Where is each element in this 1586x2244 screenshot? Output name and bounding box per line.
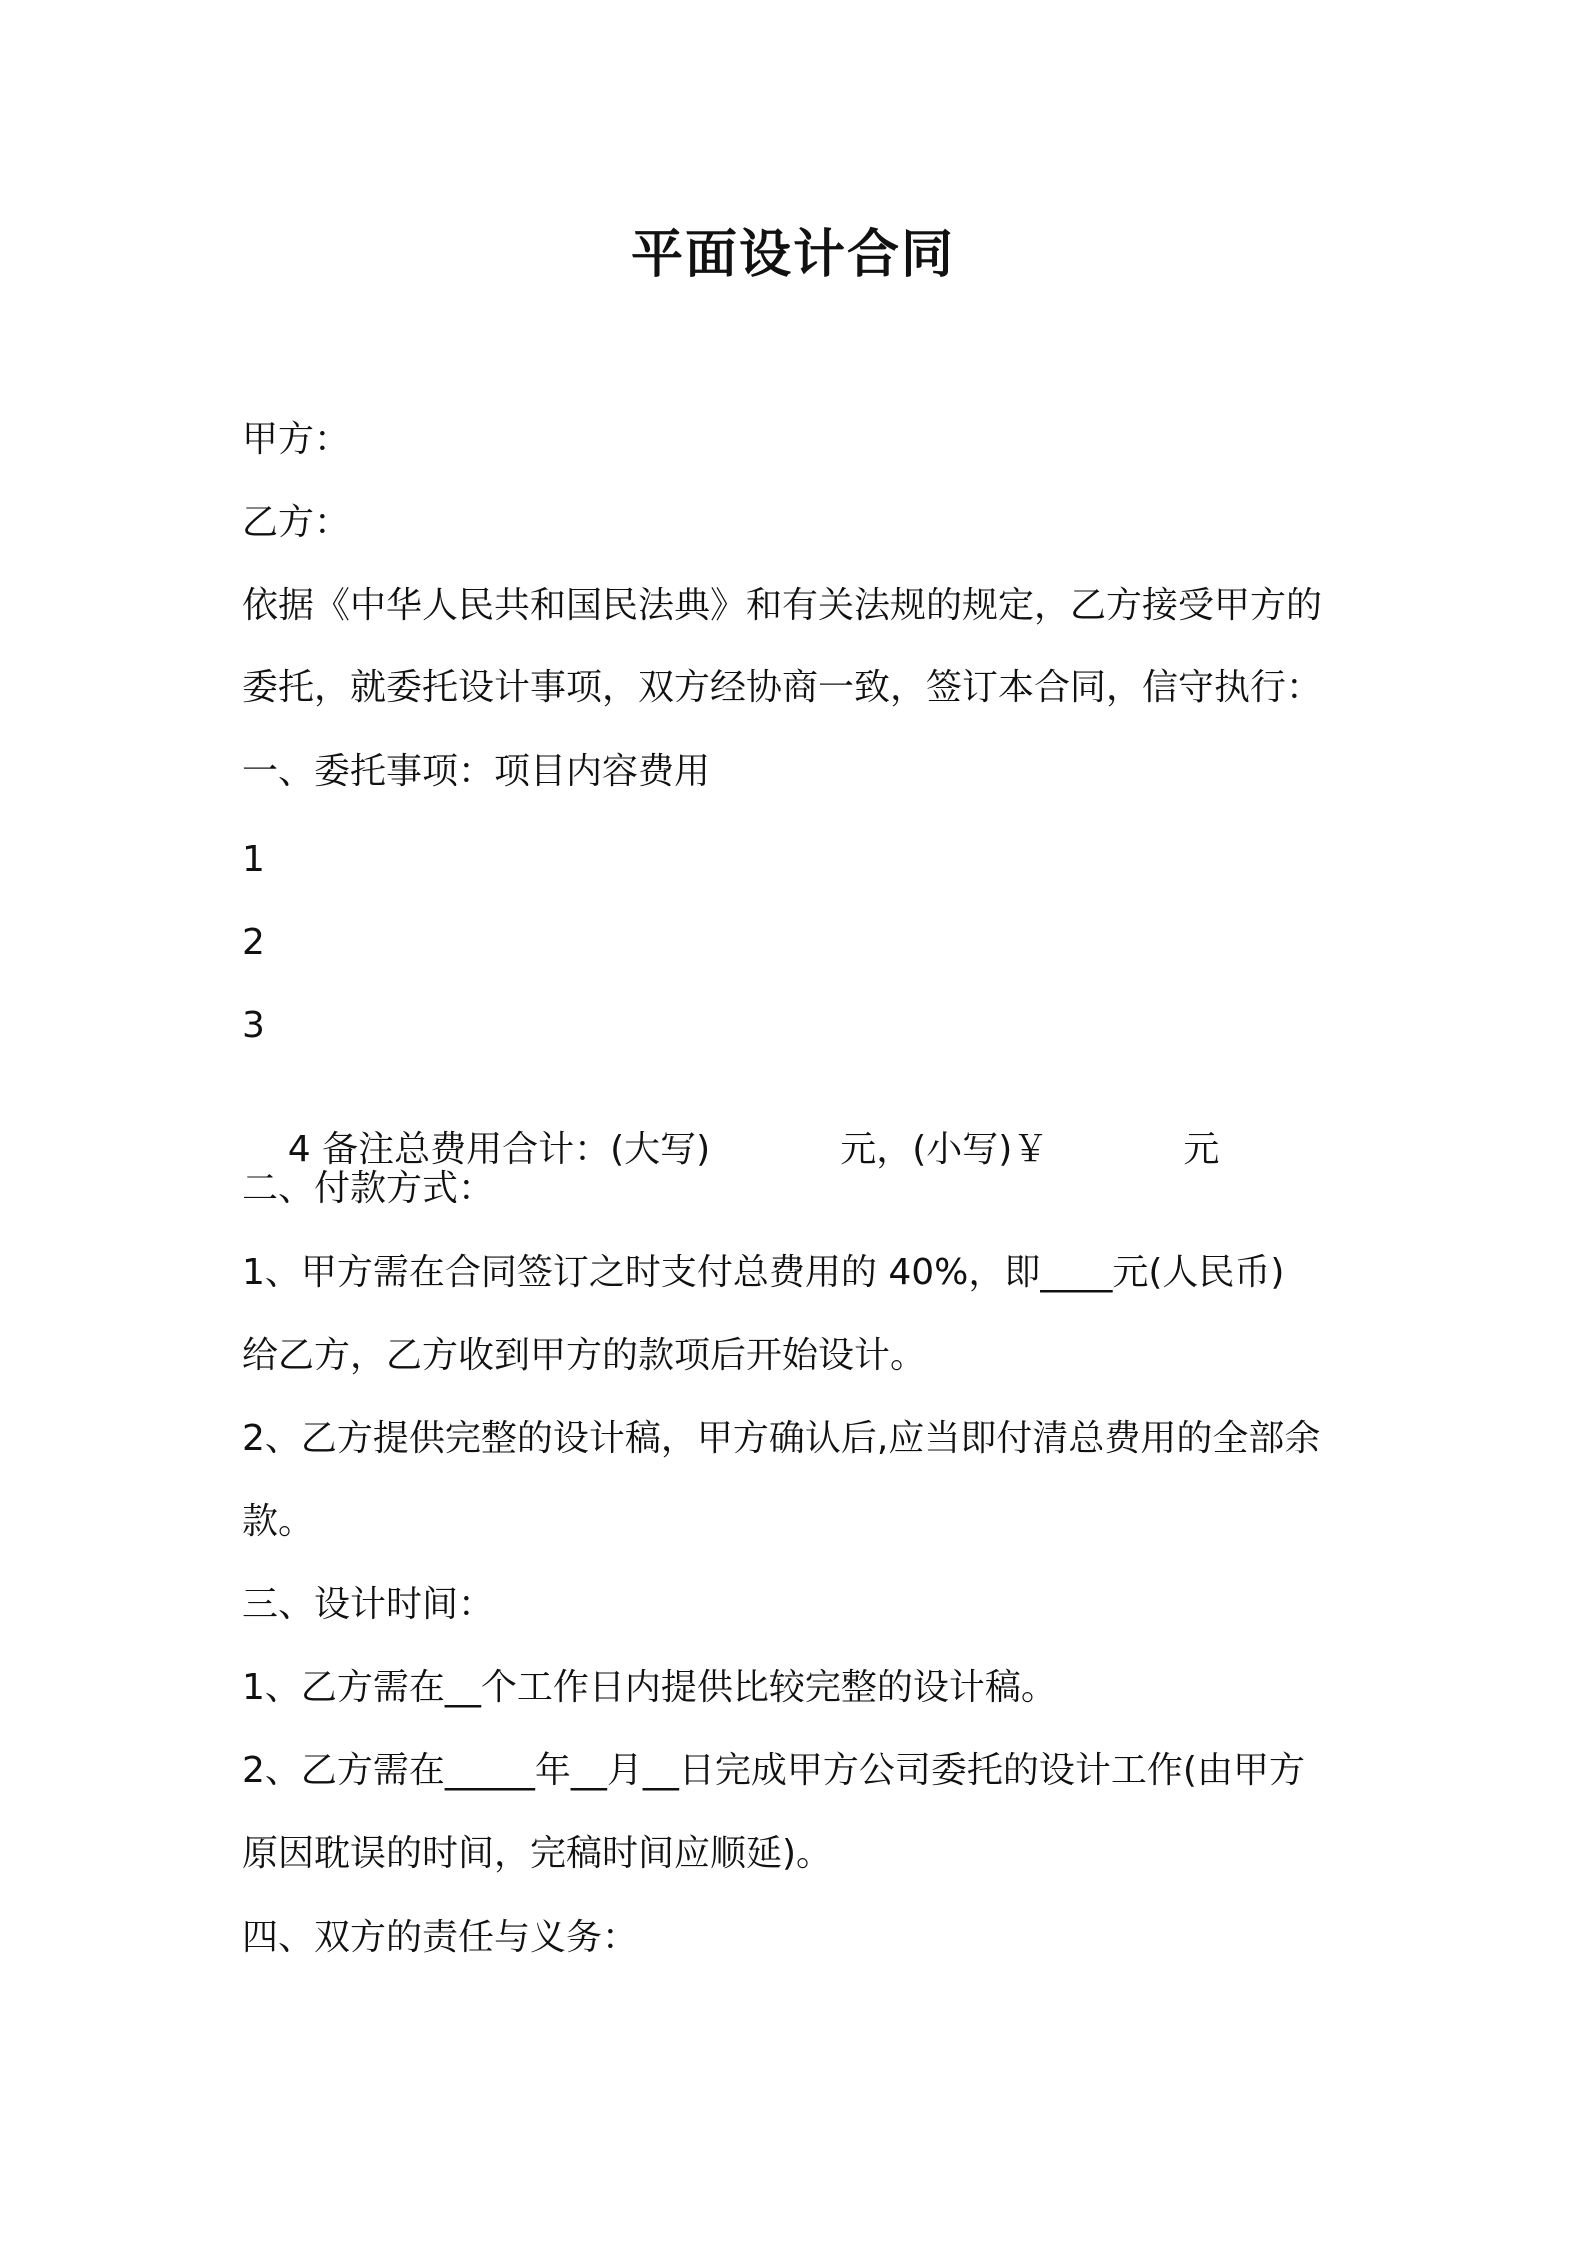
- payment-clause-1-line-1: 1、甲方需在合同签订之时支付总费用的 40%，即____元(人民币): [242, 1252, 1285, 1293]
- time-clause-2-line-1: 2、乙方需在_____年__月__日完成甲方公司委托的设计工作(由甲方: [242, 1750, 1305, 1791]
- time-clause-1: 1、乙方需在__个工作日内提供比较完整的设计稿。: [242, 1667, 1057, 1708]
- contract-title: 平面设计合同: [630, 225, 955, 285]
- preamble-line-2: 委托，就委托设计事项，双方经协商一致，签订本合同，信守执行：: [242, 667, 1323, 708]
- item-3: 3: [242, 1005, 265, 1046]
- item-2: 2: [242, 922, 265, 963]
- time-clause-2-line-2: 原因耽误的时间，完稿时间应顺延)。: [242, 1833, 833, 1874]
- total-fee-unit-lower: 元: [1183, 1129, 1220, 1170]
- total-fee-unit-upper: 元，(小写)￥: [840, 1129, 1049, 1170]
- party-a-line: 甲方：: [242, 419, 351, 460]
- payment-clause-1-line-2: 给乙方，乙方收到甲方的款项后开始设计。: [242, 1335, 927, 1376]
- item-1: 1: [242, 839, 265, 880]
- section-1-heading: 一、委托事项：项目内容费用: [242, 751, 711, 792]
- party-b-line: 乙方：: [242, 502, 351, 543]
- section-2-heading: 二、付款方式：: [242, 1168, 495, 1209]
- preamble-line-1: 依据《中华人民共和国民法典》和有关法规的规定，乙方接受甲方的: [242, 585, 1323, 626]
- payment-clause-2-line-1: 2、乙方提供完整的设计稿，甲方确认后,应当即付清总费用的全部余: [242, 1418, 1321, 1459]
- section-4-heading: 四、双方的责任与义务：: [242, 1917, 639, 1958]
- payment-clause-2-line-2: 款。: [242, 1501, 315, 1542]
- section-3-heading: 三、设计时间：: [242, 1584, 495, 1625]
- total-fee-prefix: 4 备注总费用合计：(大写): [287, 1129, 711, 1170]
